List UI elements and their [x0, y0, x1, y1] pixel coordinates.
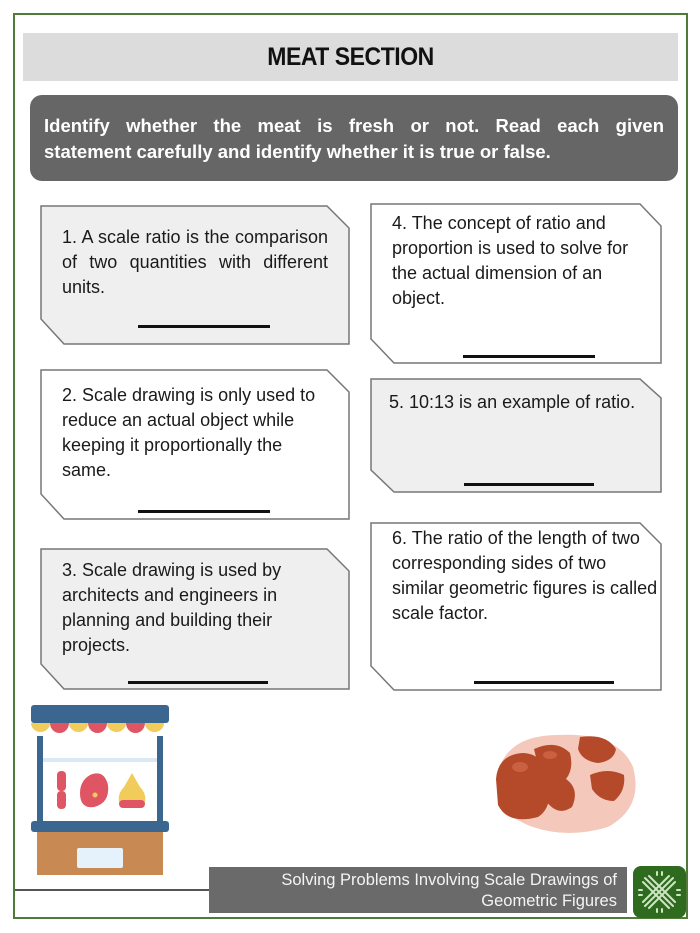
answer-blank-3[interactable] — [128, 681, 268, 684]
statement-card-5 — [370, 378, 663, 494]
crossed-pencils-icon — [633, 866, 686, 918]
footer-divider — [15, 889, 215, 891]
answer-blank-1[interactable] — [138, 325, 270, 328]
footer-title-line-2: Geometric Figures — [481, 892, 617, 910]
statement-text-6: 6. The ratio of the length of two corresponding sides of two similar geometric figures is called scale factor. — [392, 528, 658, 623]
answer-blank-2[interactable] — [138, 510, 270, 513]
answer-blank-6[interactable] — [474, 681, 614, 684]
statement-text-1: 1. A scale ratio is the comparison of two quantities with different units. — [62, 227, 328, 297]
steak-icon — [488, 727, 640, 844]
statement-card-1 — [40, 205, 351, 346]
instructions-box — [30, 95, 678, 181]
section-header — [23, 33, 678, 81]
answer-blank-4[interactable] — [463, 355, 595, 358]
meat-stall-icon — [30, 703, 170, 880]
statement-card-3 — [40, 548, 351, 691]
answer-blank-5[interactable] — [464, 483, 594, 486]
statement-card-2 — [40, 369, 351, 521]
statement-text-4: 4. The concept of ratio and proportion is used to solve for the actual dimension of an object. — [392, 213, 629, 308]
instructions-line-2: statement carefully and identify whether it is true or false. — [44, 141, 551, 162]
footer-title-line-1: Solving Problems Involving Scale Drawings of — [281, 871, 617, 889]
statement-card-6 — [370, 522, 663, 692]
statement-card-4 — [370, 203, 663, 365]
instructions-line-1: Identify whether the meat is fresh or not. Read each given — [44, 115, 664, 136]
statement-text-3: 3. Scale drawing is used by architects and engineers in planning and building their projects. — [62, 560, 282, 655]
statement-text-2: 2. Scale drawing is only used to reduce an actual object while keeping it proportionally the same. — [62, 385, 316, 480]
footer-title-bar — [209, 867, 627, 913]
statement-text-5: 5. 10:13 is an example of ratio. — [389, 392, 636, 412]
section-title: MEAT SECTION — [267, 42, 434, 71]
